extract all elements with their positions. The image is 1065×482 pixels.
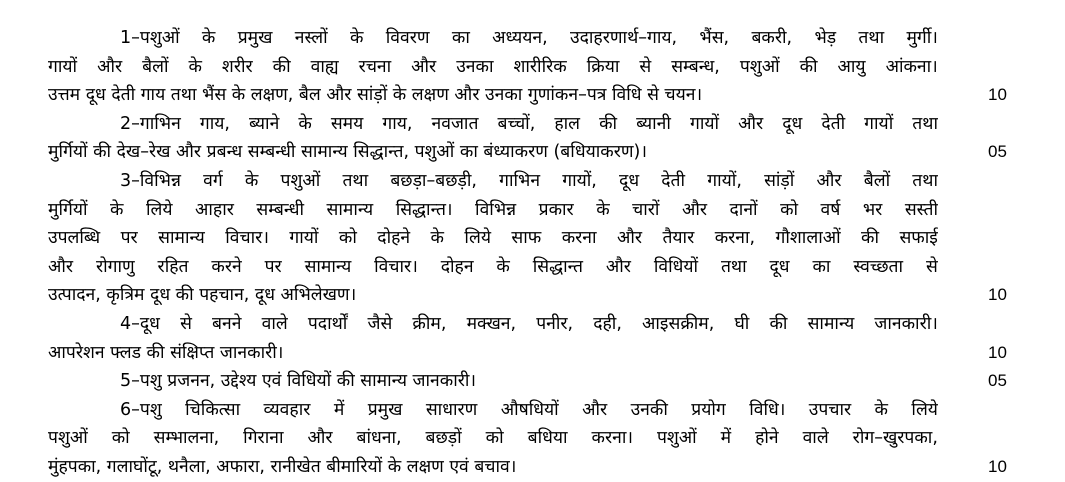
syllabus-section-2	[48, 110, 938, 167]
section-marks: 10	[988, 285, 1007, 305]
section-marks: 10	[988, 85, 1007, 105]
section-text-line: उपलब्धि पर सामान्य विचार। गायों को दोहने के लिये साफ करना और तैयार करना, गौशालाओं की सफाई	[48, 228, 938, 249]
section-text-line: मुर्गियों की देख–रेख और प्रबन्ध सम्बन्धी सामान्य सिद्धान्त, पशुओं का बंध्याकरण (बधियाकरण)।	[48, 142, 647, 163]
section-text-line: उत्पादन, कृत्रिम दूध की पहचान, दूध अभिलेखण।	[48, 285, 357, 306]
syllabus-section-1	[48, 24, 938, 110]
section-text-line: पशुओं को सम्भालना, गिराना और बांधना, बछड़ों को बधिया करना। पशुओं में होने वाले रोग–खुरपका,	[48, 428, 938, 449]
section-text-line: 6–पशु चिकित्सा व्यवहार में प्रमुख साधारण औषधियों और उनकी प्रयोग विधि। उपचार के लिये	[120, 399, 938, 420]
section-marks: 05	[988, 142, 1007, 162]
section-text-line: मुर्गियों के लिये आहार सम्बन्धी सामान्य सिद्धान्त। विभिन्न प्रकार के चारों और दानों को वर्ष भर सस्ती	[48, 199, 938, 220]
section-marks: 10	[988, 457, 1007, 476]
section-text-line: और रोगाणु रहित करने पर सामान्य विचार। दोहन के सिद्धान्त और विधियों तथा दूध का स्वच्छता से	[48, 256, 938, 277]
syllabus-section-6	[48, 396, 938, 482]
section-text-line: 4–दूध से बनने वाले पदार्थों जैसे क्रीम, मक्खन, पनीर, दही, आइसक्रीम, घी की सामान्य जानकारी।	[120, 314, 938, 334]
syllabus-section-5	[48, 367, 938, 396]
section-text-line: गायों और बैलों के शरीर की वाह्य रचना और उनका शारीरिक क्रिया से सम्बन्ध, पशुओं की आयु आंकना।	[48, 56, 938, 77]
section-text-line: 1–पशुओं के प्रमुख नस्लों के विवरण का अध्ययन, उदाहरणार्थ–गाय, भैंस, बकरी, भेड़ तथा मुर्गी।	[120, 28, 938, 48]
section-text-line: उत्तम दूध देती गाय तथा भैंस के लक्षण, बैल और सांड़ों के लक्षण और उनका गुणांकन–पत्र विधि से चयन।	[48, 85, 703, 106]
syllabus-section-3	[48, 167, 938, 310]
syllabus-section-4	[48, 310, 938, 367]
section-text-line: 2–गाभिन गाय, ब्याने के समय गाय, नवजात बच्चों, हाल की ब्यानी गायों और दूध देती गायों तथा	[120, 113, 938, 134]
section-text-line: मुंहपका, गलाघोंटू, थनैला, अफारा, रानीखेत बीमारियों के लक्षण एवं बचाव।	[48, 456, 517, 477]
section-text-line: 5–पशु प्रजनन, उद्देश्य एवं विधियों की सामान्य जानकारी।	[120, 371, 477, 392]
section-marks: 10	[988, 342, 1007, 362]
section-marks: 05	[988, 371, 1007, 391]
section-text-line: 3–विभिन्न वर्ग के पशुओं तथा बछड़ा–बछड़ी, गाभिन गायों, दूध देती गायों, सांड़ों और बैलों तथा	[120, 171, 938, 191]
section-text-line: आपरेशन फ्लड की संक्षिप्त जानकारी।	[48, 342, 284, 363]
